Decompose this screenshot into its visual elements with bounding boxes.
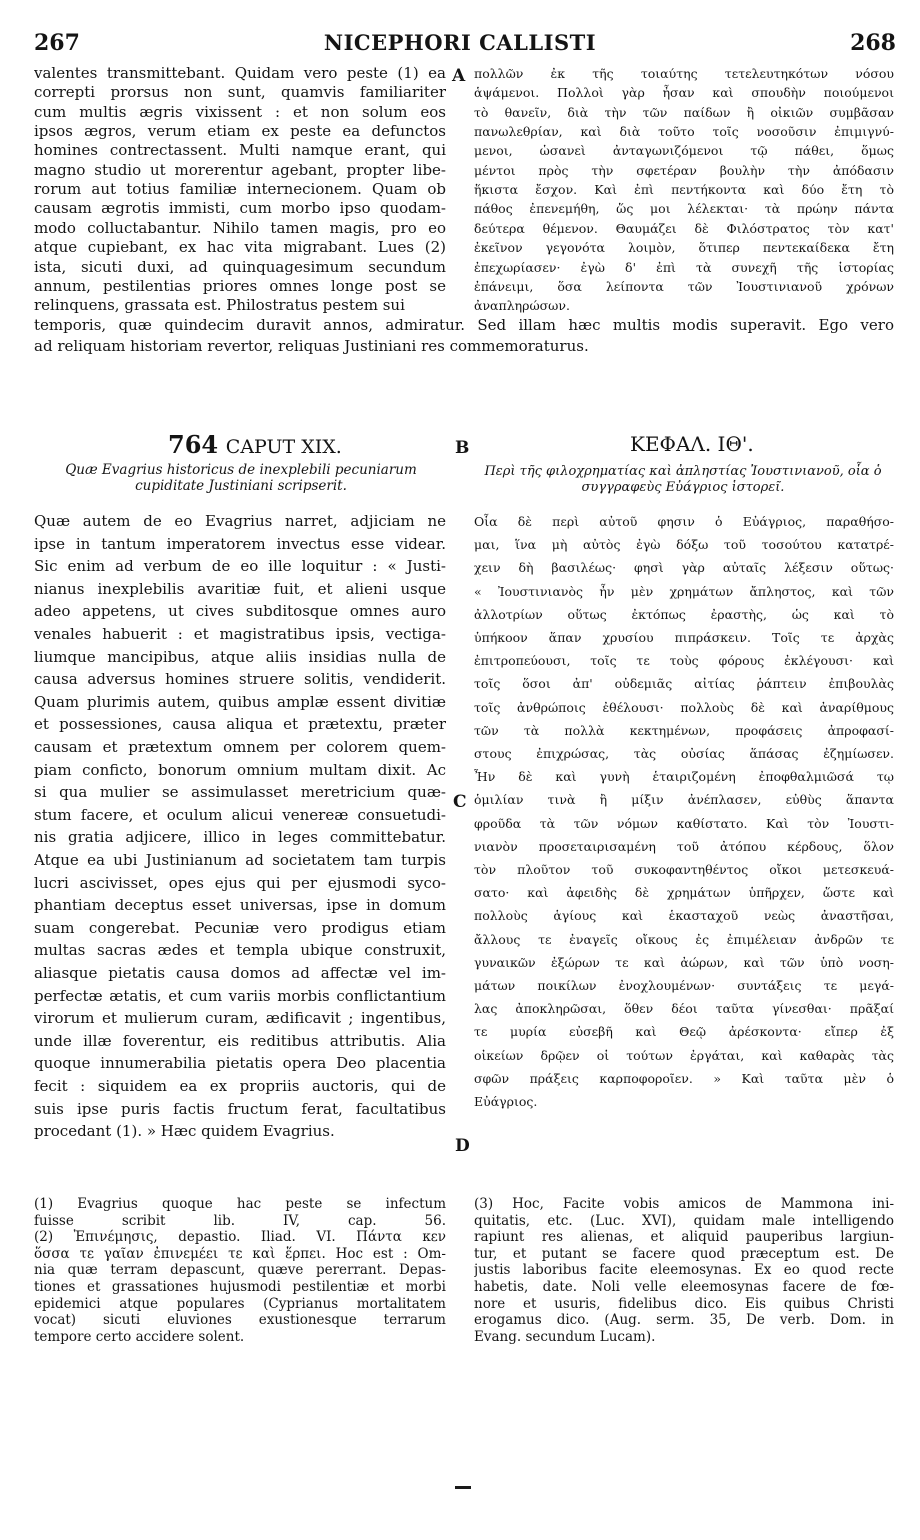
text-line: ἐπεχωρίασεν· ἐγὼ δ' ἐπὶ τὰ συνεχῆ τῆς ἱστορίας	[474, 259, 894, 275]
footnote-line: (1) Evagrius quoque hac peste se infectum	[34, 1196, 446, 1212]
text-line: ἄλλους τε ἐναγεῖς οἴκους ἐς ἐπιμέλειαν ἀνδρῶν τε	[474, 931, 894, 947]
text-line: ἐπιτροπεύουσι, τοῖς τε τοὺς φόρους ἐκλέγουσι· καὶ	[474, 653, 894, 669]
footnote-line: tiones et grassationes hujusmodi pestilentiæ et morbi	[34, 1279, 446, 1295]
text-line: venales habuerit : et magistratibus ipsis, vectiga-	[34, 625, 446, 643]
text-line: πανωλεθρίαν, καὶ διὰ τοῦτο τοῖς νοσοῦσιν ἐπιμιγνύ-	[474, 124, 894, 140]
page-number-left: 267	[34, 30, 80, 56]
footnote-line: vocat) sicuti eluviones exustionesque terrarum	[34, 1312, 446, 1329]
text-line: modo colluctabantur. Nihilo tamen magis, pro eo	[34, 218, 446, 237]
text-line: lucri ascivisset, opes ejus qui per ejusmodi syco-	[34, 873, 446, 892]
text-line: Οἷα δὲ περὶ αὐτοῦ φησιν ὁ Εὐάγριος, παραθήσο-	[474, 514, 894, 529]
text-line: πάθος ἐπενεμήθη, ὥς μοι λέλεκται· τὰ πρώην πάντα	[474, 201, 894, 217]
text-line: temporis, quæ quindecim duravit annos, admiratur. Sed illam hæc multis modis superavit. Ego vero	[34, 316, 894, 334]
text-line: liumque mancipibus, atque aliis insidias nulla de	[34, 647, 446, 666]
text-line: φροῦδα τὰ τῶν νόμων καθίστατο. Καὶ τὸν Ἰουστι-	[474, 815, 894, 831]
text-line: ista, sicuti duxi, ad quinquagesimum secundum	[34, 257, 446, 276]
footnote-line: justis laboribus facite eleemosynas. Ex eo quod recte	[474, 1262, 894, 1279]
text-line: « Ἰουστινιανὸς ἦν μὲν χρημάτων ἄπληστος, καὶ τῶν	[474, 583, 894, 599]
text-line: ipse in tantum imperatorem invectus esse videar.	[34, 534, 446, 553]
text-line: causam et prætextum omnem per colorem quem-	[34, 738, 446, 756]
text-line: χειν δὴ βασιλέως· φησὶ γὰρ αὐταῖς λέξεσιν οὕτως·	[474, 560, 894, 576]
text-line: suam congerebat. Pecuniæ vero prodigus etiam	[34, 918, 446, 937]
footnote-line: tempore certo accidere solent.	[34, 1328, 245, 1345]
text-line: νιανὸν προσεταιρισαμένη τοῦ ἀτόπου κέρδους, ὅλον	[474, 838, 894, 854]
text-line: Sic enim ad verbum de eo ille loquitur : « Justi-	[34, 557, 446, 576]
page-number-right: 268	[850, 30, 896, 56]
text-line: στους ἐπιχρώσας, τὰς οὐσίας ἅπάσας ἐζημίωσεν.	[474, 746, 894, 761]
text-line: valentes transmittebant. Quidam vero peste (1) ea	[34, 64, 446, 82]
text-line: τε μυρία εὐσεβῆ καὶ Θεῷ ἀρέσκοντα· εἴπερ ἐξ	[474, 1024, 894, 1040]
running-title: NICEPHORI CALLISTI	[323, 30, 597, 55]
footnote-line: tur, et putant se facere quod præceptum est. De	[474, 1245, 894, 1262]
chapter-column-number: 764	[168, 430, 219, 459]
text-line: Ἦν δὲ καὶ γυνὴ ἑταιριζομένη ἐποφθαλμιῶσά τῳ	[474, 769, 894, 785]
text-line: suis ipse puris factis fructum ferat, facultatibus	[34, 1099, 446, 1118]
text-line: τοῖς ἀνθρώποις ἐθέλουσι· πολλοὺς δὲ καὶ ἀναρίθμους	[474, 699, 894, 715]
latin-chapter-title: CAPUT XIX.	[225, 436, 342, 458]
text-line: rorum aut totius familiæ internecionem. Quam ob	[34, 180, 446, 199]
text-line: piam conficto, bonorum omnium multam dixit. Ac	[34, 760, 446, 779]
text-line: si qua mulier se assimulasset meretricium quæ-	[34, 783, 446, 802]
latin-chapter-heading	[168, 430, 342, 459]
text-line: phantiam deceptus esset universas, ipse in domum	[34, 896, 446, 915]
footnote-line: epidemici atque populares (Cyprianus mortalitatem	[34, 1295, 446, 1312]
footnote-line: Evang. secundum Lucam).	[474, 1328, 656, 1345]
text-line: λας ἀποκληρῶσαι, ὅθεν δέοι ταῦτα γίνεσθαι· πρᾶξαί	[474, 1001, 894, 1017]
text-line: μενοι, ὡσανεὶ ἀνταγωνιζόμενοι τῷ πάθει, ὅμως	[474, 143, 894, 159]
text-line: τὸν πλοῦτον τοῦ συκοφαντηθέντος οἴκοι μετεσκευά-	[474, 862, 894, 877]
text-line: οἰκείων δρῷεν οἱ τούτων ἐργάται, καὶ καθαρὰς τὰς	[474, 1047, 894, 1063]
footnote-line: erogamus dico. (Aug. serm. 35, De verb. Dom. in	[474, 1312, 894, 1329]
text-line: perfectæ ætatis, et cum variis morbis conflictantium	[34, 986, 446, 1005]
text-line: ἥκιστα ἔσχον. Καὶ ἐπὶ πεντήκοντα καὶ δύο ἔτη τὸ	[474, 182, 894, 198]
footnote-line: nore et usuris, fidelibus dico. Eis quibus Christi	[474, 1295, 894, 1312]
footnote-line: fuisse scribit lib. IV, cap. 56.	[34, 1212, 446, 1229]
text-line: nis gratia adjicere, illico in leges committebatur.	[34, 828, 446, 847]
text-line: μάτων ποικίλων ἐνοχλουμένων· συντάξεις τε μεγά-	[474, 978, 894, 993]
page-end-dash	[455, 1486, 471, 1489]
text-line: fecit : siquidem ea ex propriis auctoris, qui de	[34, 1077, 446, 1095]
greek-chapter-summary: Περὶ τῆς φιλοχρηματίας καὶ ἀπληστίας Ἰουστινιανοῦ, οἷα ὁ συγγραφεὺς Εὐάγριος ἱστορεῖ.	[484, 464, 882, 495]
latin-chapter-summary: Quæ Evagrius historicus de inexplebili pecuniarum cupiditate Justiniani scripserit.	[65, 462, 417, 494]
text-line: correpti prorsus non sunt, quamvis familiariter	[34, 83, 446, 102]
text-line: quoque innumerabilia pietatis opera Deo placentia	[34, 1054, 446, 1073]
footnote-line: habetis, date. Noli velle eleemosynas facere de fœ-	[474, 1279, 894, 1295]
text-line: virorum et mulierum curam, ædificavit ; ingentibus,	[34, 1009, 446, 1028]
text-line: stum facere, et oculum alicui venereæ consuetudi-	[34, 805, 446, 824]
text-line: μέντοι πρὸς τὴν σφετέραν βουλὴν τὴν ἀπόδασιν	[474, 162, 894, 178]
margin-letter-a: A	[452, 66, 466, 86]
text-line: cum multis ægris vixissent : et non solum eos	[34, 102, 446, 121]
text-line: τὸ θανεῖν, διὰ τὴν τῶν παίδων ἢ οἰκιῶν συμβᾶσαν	[474, 104, 894, 120]
text-line: ὑπήκοον ἅπαν χρυσίου πιπράσκειν. Τοῖς τε ἀρχὰς	[474, 630, 894, 645]
text-line: Quam plurimis autem, quibus amplæ essent divitiæ	[34, 692, 446, 711]
text-line: μαι, ἵνα μὴ αὐτὸς ἐγὼ δόξω τοῦ τοσούτου κατατρέ-	[474, 537, 894, 553]
greek-chapter-heading: ΚΕΦΑΛ. ΙΘ'.	[630, 432, 754, 456]
text-line: homines contrectassent. Multi namque erant, qui	[34, 141, 446, 160]
text-line: πολλῶν ἐκ τῆς τοιαύτης τετελευτηκότων νόσου	[474, 66, 894, 81]
footnote-line: nia quæ terram depascunt, quæve pererrant. Depas-	[34, 1262, 446, 1279]
text-line: relinquens, grassata est. Philostratus pestem sui	[34, 296, 405, 315]
text-line: δεύτερα θέμενον. Θαυμάζει δὲ Φιλόστρατος τὸν κατ'	[474, 220, 894, 236]
footnote-line: ὅσσα τε γαῖαν ἐπινεμέει τε καὶ ἕρπει. Hoc est : Om-	[34, 1245, 446, 1262]
text-line: et possessiones, causa aliqua et prætextu, præter	[34, 715, 446, 734]
margin-letter-c: C	[453, 792, 467, 812]
text-line: multas sacras ædes et templa ubique construxit,	[34, 941, 446, 960]
text-line: τῶν τὰ πολλὰ κεκτημένων, προφάσεις ἀπροφασί-	[474, 722, 894, 738]
text-line: ἐπάνειμι, ὅσα λείποντα τῶν Ἰουστινιανοῦ χρόνων	[474, 278, 894, 294]
text-line: Atque ea ubi Justinianum ad societatem tam turpis	[34, 851, 446, 869]
footnote-line: quitatis, etc. (Luc. XVI), quidam male intelligendo	[474, 1212, 894, 1229]
footnote-line: (2) Ἐπινέμησις, depastio. Iliad. VI. Πάντα κεν	[34, 1229, 446, 1246]
text-line: Quæ autem de eo Evagrius narret, adjiciam ne	[34, 512, 446, 530]
text-line: nianus inexplebilis avaritiæ fuit, et alieni usque	[34, 579, 446, 598]
text-line: ὁμιλίαν τινὰ ἢ μίξιν ἀνέπλασεν, εὐθὺς ἅπαντα	[474, 792, 894, 808]
text-line: aliasque pietatis causa domos ad affectæ vel im-	[34, 964, 446, 982]
text-line: ἐκεῖνον γεγονότα λοιμὸν, ὅτιπερ πεντεκαίδεκα ἔτη	[474, 240, 894, 256]
margin-letter-d: D	[455, 1136, 470, 1156]
footnote-line: rapiunt res alienas, et aliquid pauperibus largiun-	[474, 1229, 894, 1246]
text-line: γυναικῶν ἐξώρων τε καὶ ἀώρων, καὶ τῶν ὑπὸ νοση-	[474, 954, 894, 970]
text-line: unde illæ foverentur, eis reditibus attributis. Alia	[34, 1031, 446, 1050]
text-line: σφῶν πράξεις καρποφοροῖεν. » Καὶ ταῦτα μὲν ὁ	[474, 1070, 894, 1086]
text-line: Εὐάγριος.	[474, 1094, 538, 1109]
text-line: procedant (1). » Hæc quidem Evagrius.	[34, 1122, 335, 1141]
text-line: πολλοὺς ἁγίους καὶ ἑκασταχοῦ νεὼς ἀναστῆσαι,	[474, 908, 894, 924]
text-line: adeo appetens, ut cives subditosque omnes auro	[34, 602, 446, 621]
margin-letter-b: B	[455, 438, 470, 458]
text-line: causa adversus homines struere solitis, vendiderit.	[34, 670, 446, 689]
text-line: annum, pestilentias priores omnes longe post se	[34, 276, 446, 295]
text-line: ad reliquam historiam revertor, reliquas Justiniani res commemoraturus.	[34, 337, 589, 355]
text-line: atque cupiebant, ex hac vita migrabant. Lues (2)	[34, 238, 446, 257]
text-line: ipsos ægros, verum etiam ex peste ea defunctos	[34, 122, 446, 141]
footnote-line: (3) Hoc, Facite vobis amicos de Mammona ini-	[474, 1196, 894, 1212]
text-line: ἀναπληρώσων.	[474, 298, 570, 314]
text-line: ἁψάμενοι. Πολλοὶ γὰρ ἦσαν καὶ σπουδὴν ποιούμενοι	[474, 85, 894, 101]
text-line: ἀλλοτρίων οὕτως ἐκτόπως ἐραστὴς, ὡς καὶ τὸ	[474, 606, 894, 622]
text-line: σατο· καὶ ἀφειδὴς δὲ χρημάτων ὑπῆρχεν, ὥστε καὶ	[474, 885, 894, 901]
text-line: magno studio ut morerentur agebant, propter libe-	[34, 160, 446, 179]
text-line: causam ægrotis immisti, cum morbo ipso quodam-	[34, 199, 446, 218]
text-line: τοῖς ὅσοι ἀπ' οὐδεμιᾶς αἰτίας ῥάπτειν ἐπιβουλὰς	[474, 676, 894, 692]
